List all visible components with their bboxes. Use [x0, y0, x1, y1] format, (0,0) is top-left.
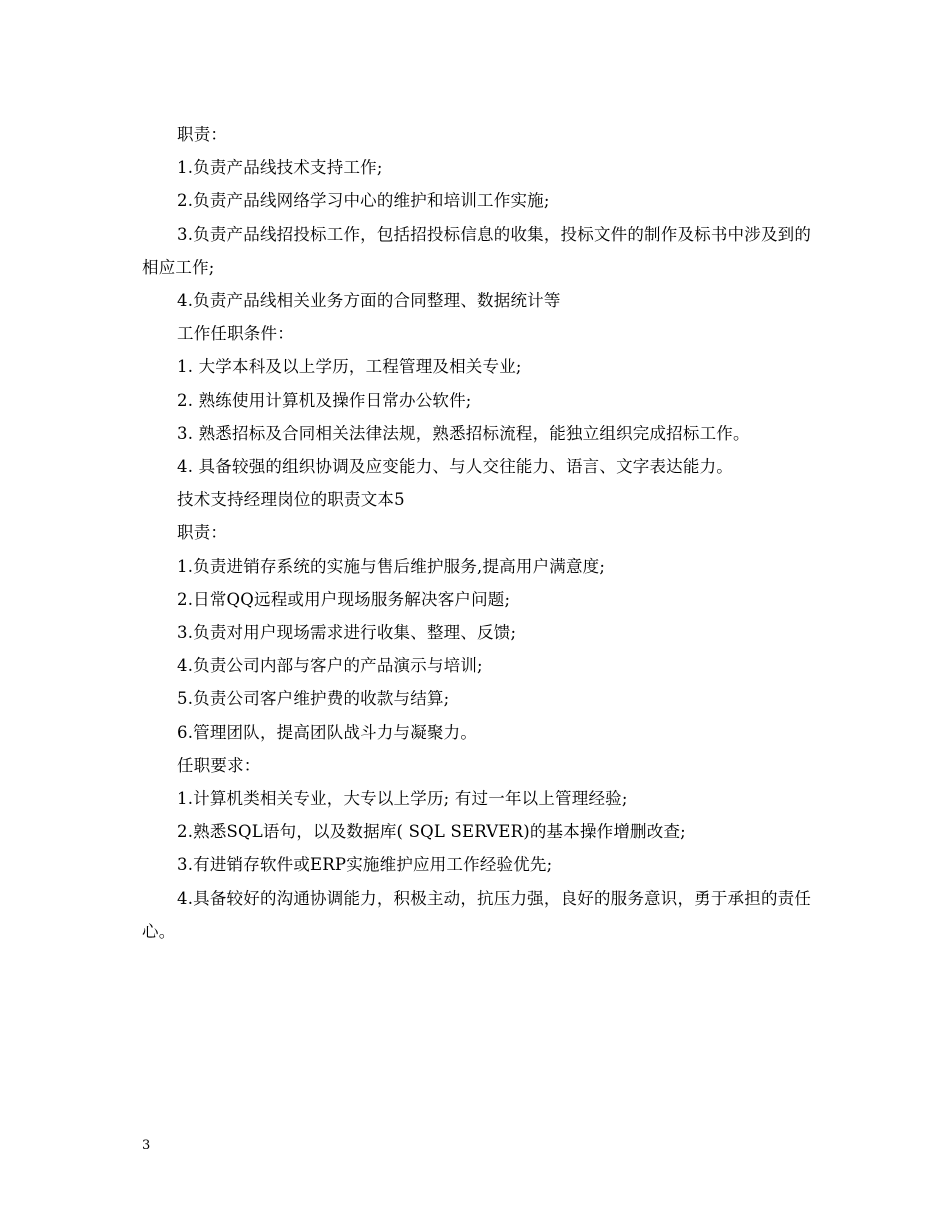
document-body [142, 118, 822, 948]
paragraph: 3.负责产品线招投标工作，包括招投标信息的收集，投标文件的制作及标书中涉及到的相应工作; [142, 224, 812, 277]
paragraph: 2. 熟练使用计算机及操作日常办公软件; [177, 390, 472, 410]
section-heading: 职责： [177, 523, 228, 543]
paragraph: 2.熟悉SQL语句，以及数据库( SQL SERVER)的基本操作增删改查; [177, 822, 686, 842]
paragraph: 1.计算机类相关专业，大专以上学历; 有过一年以上管理经验; [177, 789, 628, 809]
paragraph: 4. 具备较强的组织协调及应变能力、与人交往能力、语言、文字表达能力。 [177, 457, 733, 477]
paragraph: 4.负责产品线相关业务方面的合同整理、数据统计等 [177, 291, 561, 311]
paragraph: 4.具备较好的沟通协调能力，积极主动，抗压力强，良好的服务意识，勇于承担的责任心。 [142, 888, 812, 941]
paragraph: 职责： [177, 125, 228, 144]
paragraph: 4.负责公司内部与客户的产品演示与培训; [177, 656, 483, 676]
paragraph: 2.负责产品线网络学习中心的维护和培训工作实施; [177, 191, 550, 211]
paragraph: 5.负责公司客户维护费的收款与结算; [177, 689, 450, 709]
section-heading: 任职要求： [177, 755, 261, 775]
paragraph: 1. 大学本科及以上学历，工程管理及相关专业; [177, 357, 522, 377]
paragraph: 6.管理团队，提高团队战斗力与凝聚力。 [177, 722, 478, 742]
section-title: 技术支持经理岗位的职责文本5 [177, 490, 405, 510]
paragraph: 2.日常QQ远程或用户现场服务解决客户问题; [177, 589, 511, 609]
paragraph: 1.负责进销存系统的实施与售后维护服务,提高用户满意度; [177, 556, 606, 576]
page-number: 3 [142, 1138, 151, 1153]
paragraph: 3.有进销存软件或ERP实施维护应用工作经验优先; [177, 855, 553, 875]
paragraph: 3.负责对用户现场需求进行收集、整理、反馈; [177, 623, 517, 643]
paragraph: 1.负责产品线技术支持工作; [177, 158, 383, 178]
section-heading: 工作任职条件： [177, 324, 294, 344]
paragraph: 3. 熟悉招标及合同相关法律法规，熟悉招标流程，能独立组织完成招标工作。 [177, 423, 750, 443]
